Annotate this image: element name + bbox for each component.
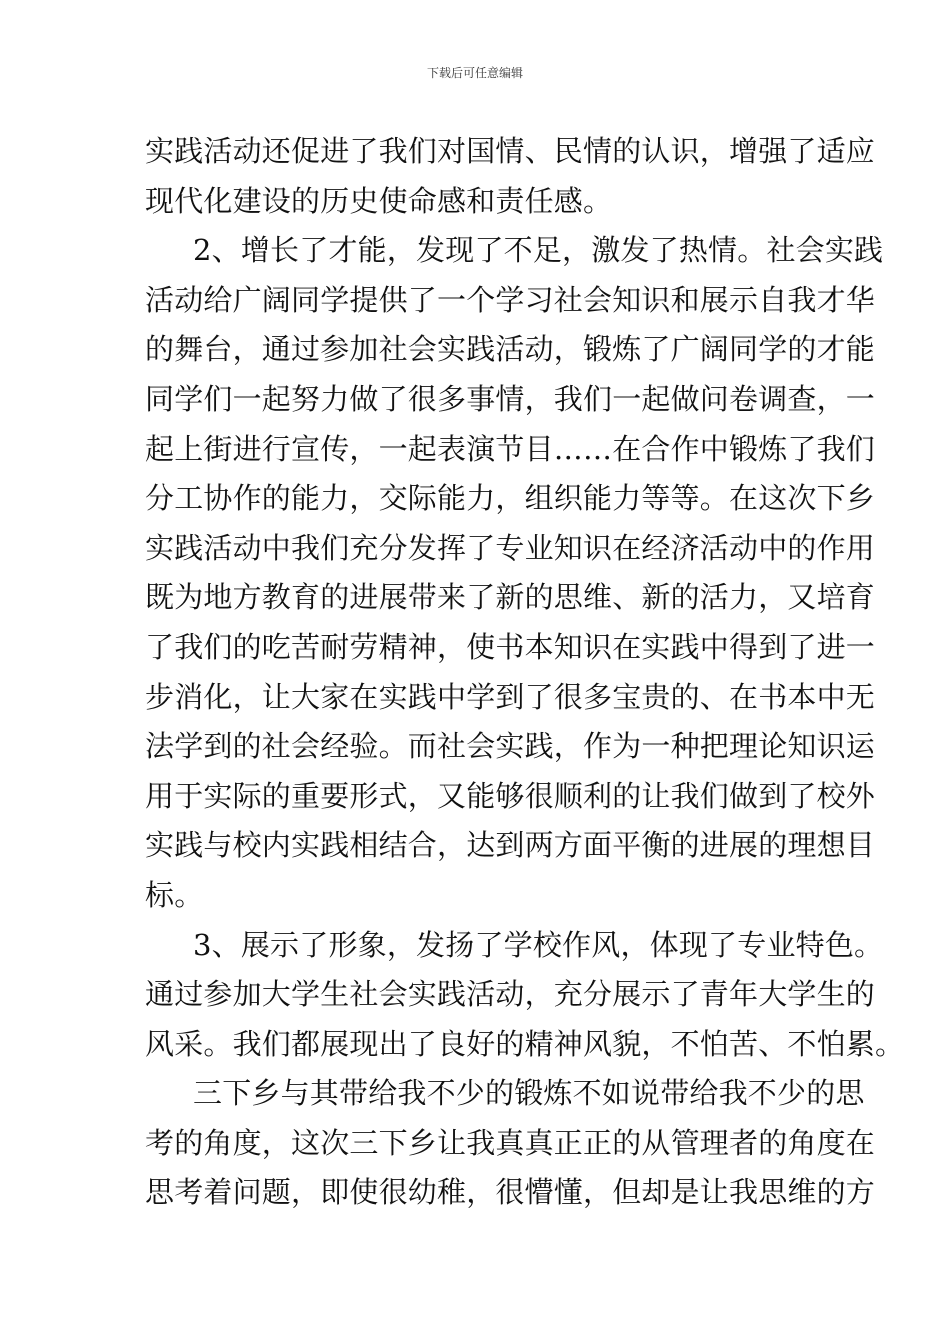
text-line: 通过参加大学生社会实践活动，充分展示了青年大学生的 [145, 977, 876, 1012]
text-line: 法学到的社会经验。而社会实践，作为一种把理论知识运 [145, 729, 876, 764]
text-line: 既为地方教育的进展带来了新的思维、新的活力，又培育 [145, 580, 876, 615]
text-line: 活动给广阔同学提供了一个学习社会知识和展示自我才华 [145, 282, 876, 317]
paragraph-start-line: 3、展示了形象，发扬了学校作风，体现了专业特色。 [193, 927, 884, 962]
text-line: 的舞台，通过参加社会实践活动，锻炼了广阔同学的才能 [145, 332, 876, 367]
text-line: 同学们一起努力做了很多事情，我们一起做问卷调查，一 [145, 381, 876, 416]
text-line: 用于实际的重要形式，又能够很顺利的让我们做到了校外 [145, 778, 876, 813]
text-line: 实践活动中我们充分发挥了专业知识在经济活动中的作用 [145, 530, 876, 565]
text-line: 分工协作的能力，交际能力，组织能力等等。在这次下乡 [145, 481, 876, 516]
text-line: 实践活动还促进了我们对国情、民情的认识，增强了适应 [145, 134, 876, 168]
text-line: 思考着问题，即使很幼稚，很懵懂，但却是让我思维的方 [145, 1175, 876, 1210]
paragraph-start-line: 2、增长了才能，发现了不足，激发了热情。社会实践 [193, 233, 884, 268]
text-line: 考的角度，这次三下乡让我真真正正的从管理者的角度在 [145, 1125, 876, 1160]
text-line: 步消化，让大家在实践中学到了很多宝贵的、在书本中无 [145, 679, 876, 714]
text-line: 标。 [145, 877, 204, 912]
text-line: 起上街进行宣传，一起表演节目……在合作中锻炼了我们 [145, 431, 876, 466]
text-line: 了我们的吃苦耐劳精神，使书本知识在实践中得到了进一 [145, 629, 876, 664]
paragraph-start-line: 三下乡与其带给我不少的锻炼不如说带给我不少的思 [193, 1076, 865, 1111]
page-header-note: 下载后可任意编辑 [426, 66, 523, 80]
document-body [145, 127, 905, 1218]
text-line: 实践与校内实践相结合，达到两方面平衡的进展的理想目 [145, 828, 876, 863]
text-line: 风采。我们都展现出了良好的精神风貌，不怕苦、不怕累。 [145, 1026, 905, 1061]
text-line: 现代化建设的历史使命感和责任感。 [145, 183, 613, 218]
